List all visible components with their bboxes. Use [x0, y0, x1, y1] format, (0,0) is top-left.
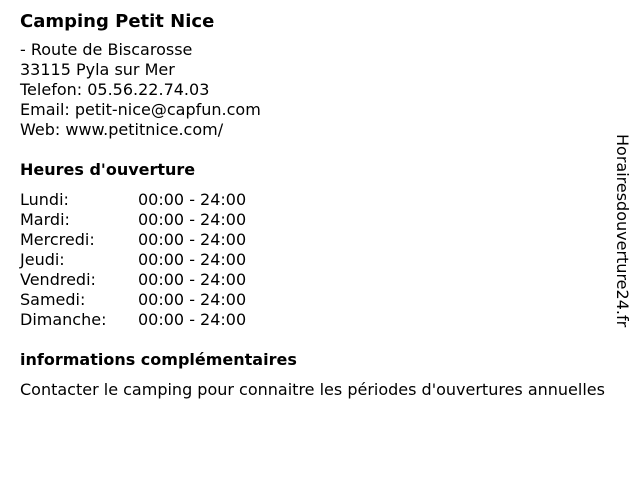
address-city: 33115 Pyla sur Mer: [20, 60, 175, 79]
page-title: Camping Petit Nice: [20, 11, 215, 32]
hours-day: Mardi:: [20, 210, 70, 229]
hours-day: Vendredi:: [20, 270, 96, 289]
hours-row: [20, 310, 610, 330]
side-watermark: Horairesdouverture24.fr: [613, 134, 632, 328]
hours-row: [20, 210, 610, 230]
address-email: Email: petit-nice@capfun.com: [20, 100, 261, 119]
hours-time: 00:00 - 24:00: [138, 270, 247, 289]
info-heading: informations complémentaires: [20, 350, 297, 369]
hours-table: [20, 190, 610, 330]
hours-day: Samedi:: [20, 290, 86, 309]
hours-time: 00:00 - 24:00: [138, 190, 247, 209]
hours-time: 00:00 - 24:00: [138, 250, 247, 269]
hours-row: [20, 250, 610, 270]
address-block: [20, 40, 610, 140]
document-content: [20, 8, 610, 400]
hours-time: 00:00 - 24:00: [138, 230, 247, 249]
address-street: - Route de Biscarosse: [20, 40, 193, 59]
address-phone: Telefon: 05.56.22.74.03: [20, 80, 210, 99]
hours-row: [20, 190, 610, 210]
hours-day: Dimanche:: [20, 310, 107, 329]
hours-time: 00:00 - 24:00: [138, 210, 247, 229]
hours-row: [20, 290, 610, 310]
hours-day: Lundi:: [20, 190, 69, 209]
info-text: Contacter le camping pour connaitre les périodes d'ouvertures annuelles: [20, 380, 605, 399]
hours-row: [20, 230, 610, 250]
hours-heading: Heures d'ouverture: [20, 160, 196, 179]
hours-row: [20, 270, 610, 290]
hours-time: 00:00 - 24:00: [138, 290, 247, 309]
hours-day: Mercredi:: [20, 230, 95, 249]
hours-day: Jeudi:: [20, 250, 65, 269]
hours-time: 00:00 - 24:00: [138, 310, 247, 329]
address-web: Web: www.petitnice.com/: [20, 120, 224, 139]
